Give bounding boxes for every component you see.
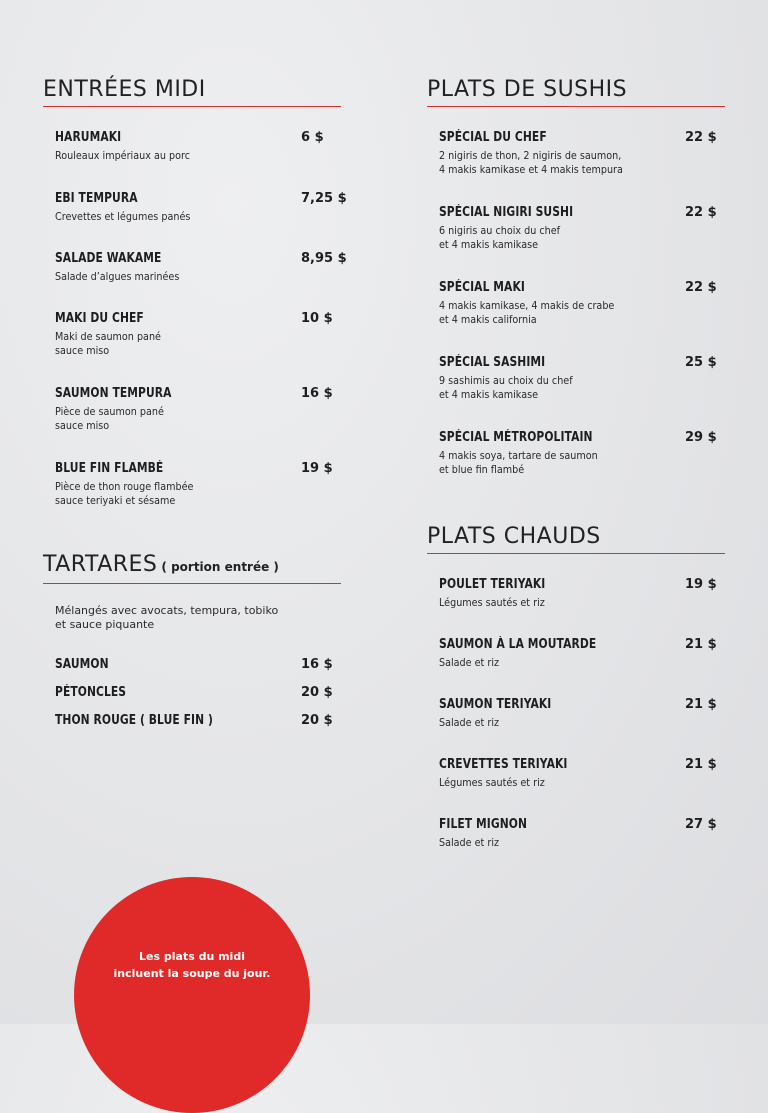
soup-note-text: Les plats du midi incluent la soupe du jour. xyxy=(113,950,271,980)
item-price: 7,25 $ xyxy=(301,191,347,206)
item-name: FILET MIGNON xyxy=(439,817,528,832)
item-description: 6 nigiris au choix du chef et 4 makis kamikase xyxy=(439,224,561,251)
menu-item xyxy=(55,657,341,673)
item-price: 16 $ xyxy=(301,386,333,401)
section-sushis xyxy=(427,76,725,476)
item-name: THON ROUGE ( BLUE FIN ) xyxy=(55,713,213,728)
item-description: Salade et riz xyxy=(439,836,500,849)
item-description: Salade et riz xyxy=(439,716,500,729)
menu-item xyxy=(55,461,341,508)
item-price: 19 $ xyxy=(301,461,333,476)
item-price: 22 $ xyxy=(685,280,717,295)
item-description: Maki de saumon pané sauce miso xyxy=(55,330,161,357)
section-tartares xyxy=(43,551,341,728)
section-title-tartares xyxy=(43,551,341,583)
item-name: SAUMON xyxy=(55,657,109,672)
menu-item xyxy=(439,355,725,402)
menu-item xyxy=(439,757,725,790)
item-price: 19 $ xyxy=(685,577,717,592)
item-description: Légumes sautés et riz xyxy=(439,596,545,609)
item-name: BLUE FIN FLAMBÉ xyxy=(55,461,164,476)
item-name: SAUMON TEMPURA xyxy=(55,386,172,401)
menu-item xyxy=(55,191,347,224)
section-divider xyxy=(43,106,341,107)
menu-item xyxy=(439,130,725,177)
section-title-sushis: PLATS DE SUSHIS xyxy=(427,77,628,102)
item-description: Légumes sautés et riz xyxy=(439,776,545,789)
item-description: Salade et riz xyxy=(439,656,500,669)
soup-note-badge xyxy=(74,877,310,1113)
item-price: 27 $ xyxy=(685,817,717,832)
menu-item xyxy=(55,130,341,163)
section-divider xyxy=(427,106,725,107)
item-name: POULET TERIYAKI xyxy=(439,577,546,592)
item-description: Pièce de saumon pané sauce miso xyxy=(55,405,164,432)
item-price: 22 $ xyxy=(685,205,717,220)
item-price: 20 $ xyxy=(301,685,333,700)
item-description: Pièce de thon rouge flambée sauce teriyaki et sésame xyxy=(55,480,194,507)
menu-item xyxy=(55,251,347,284)
item-name: SPÉCIAL MAKI xyxy=(439,280,525,295)
menu-item xyxy=(55,386,341,433)
section-divider xyxy=(43,583,341,584)
item-name: SALADE WAKAME xyxy=(55,251,162,266)
item-price: 16 $ xyxy=(301,657,333,672)
item-name: PÉTONCLES xyxy=(55,685,127,700)
item-description: Crevettes et légumes panés xyxy=(55,210,191,223)
item-name: SPÉCIAL SASHIMI xyxy=(439,355,546,370)
item-price: 21 $ xyxy=(685,697,717,712)
menu-item xyxy=(55,311,341,358)
item-price: 6 $ xyxy=(301,130,324,145)
section-title-chauds: PLATS CHAUDS xyxy=(427,524,601,549)
item-price: 21 $ xyxy=(685,757,717,772)
item-description: 9 sashimis au choix du chef et 4 makis kamikase xyxy=(439,374,573,401)
section-title-text: TARTARES xyxy=(43,552,158,577)
menu-item xyxy=(439,697,725,730)
item-name: HARUMAKI xyxy=(55,130,122,145)
item-price: 25 $ xyxy=(685,355,717,370)
item-description: 2 nigiris de thon, 2 nigiris de saumon, 4 makis kamikase et 4 makis tempura xyxy=(439,149,623,176)
item-name: MAKI DU CHEF xyxy=(55,311,144,326)
menu-item xyxy=(439,817,725,850)
section-entrees xyxy=(43,76,347,507)
item-price: 22 $ xyxy=(685,130,717,145)
menu-item xyxy=(439,637,725,670)
menu-item xyxy=(55,713,341,729)
section-title-note: ( portion entrée ) xyxy=(161,560,279,574)
section-divider xyxy=(427,553,725,554)
item-name: SPÉCIAL NIGIRI SUSHI xyxy=(439,205,574,220)
item-name: SPÉCIAL DU CHEF xyxy=(439,130,547,145)
item-price: 10 $ xyxy=(301,311,333,326)
item-description: 4 makis kamikase, 4 makis de crabe et 4 makis california xyxy=(439,299,615,326)
item-price: 21 $ xyxy=(685,637,717,652)
menu-item xyxy=(439,280,725,327)
menu-item xyxy=(439,205,725,252)
item-description: Salade d’algues marinées xyxy=(55,270,180,283)
item-description: Rouleaux impériaux au porc xyxy=(55,149,191,162)
section-intro: Mélangés avec avocats, tempura, tobiko et sauce piquante xyxy=(55,604,279,631)
menu-item xyxy=(55,685,341,701)
item-name: EBI TEMPURA xyxy=(55,191,138,206)
item-price: 20 $ xyxy=(301,713,333,728)
item-price: 29 $ xyxy=(685,430,717,445)
menu-item xyxy=(439,430,725,477)
item-name: SPÉCIAL MÉTROPOLITAIN xyxy=(439,430,593,445)
item-price: 8,95 $ xyxy=(301,251,347,266)
item-name: SAUMON TERIYAKI xyxy=(439,697,552,712)
menu-item xyxy=(439,577,725,610)
section-title-entrees: ENTRÉES MIDI xyxy=(43,77,206,102)
item-description: 4 makis soya, tartare de saumon et blue fin flambé xyxy=(439,449,598,476)
item-name: CREVETTES TERIYAKI xyxy=(439,757,568,772)
section-chauds xyxy=(427,523,725,849)
item-name: SAUMON À LA MOUTARDE xyxy=(439,637,597,652)
